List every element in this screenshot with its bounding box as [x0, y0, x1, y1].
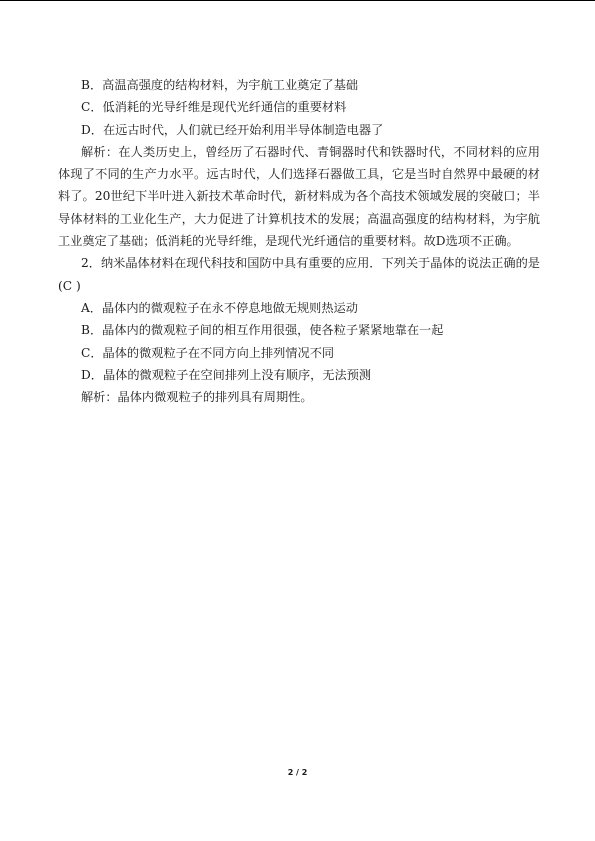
q2-option-b: B．晶体内的微观粒子间的相互作用很强，使各粒子紧紧地靠在一起: [81, 323, 444, 338]
document-body: [58, 74, 540, 408]
q2-option-a: A．晶体内的微观粒子在永不停息地做无规则热运动: [81, 300, 358, 315]
page-number: 2 / 2: [287, 768, 308, 777]
header-rule: [0, 0, 595, 1]
q2-option-c: C．晶体的微观粒子在不同方向上排列情况不同: [81, 345, 335, 360]
q2-option-d: D．晶体的微观粒子在空间排列上没有顺序，无法预测: [81, 367, 372, 382]
q1-option-b: B．高温高强度的结构材料，为宇航工业奠定了基础: [81, 78, 359, 92]
q1-option-d: D．在远古时代，人们就已经开始利用半导体制造电器了: [81, 122, 384, 137]
q2-stem: 2．纳米晶体材料在现代科技和国防中具有重要的应用．下列关于晶体的说法正确的是(C ): [58, 256, 540, 293]
q1-option-c: C．低消耗的光导纤维是现代光纤通信的重要材料: [81, 100, 347, 115]
q2-analysis: 解析：晶体内微观粒子的排列具有周期性。: [81, 390, 313, 405]
q1-analysis: 解析：在人类历史上，曾经历了石器时代、青铜器时代和铁器时代，不同材料的应用体现了不同的生产力水平。远古时代，人们选择石器做工具，它是当时自然界中最硬的材料了。20世纪下半叶进入新技术革命时代，新材料成为各个高技术领域发展的突破口；半导体材料的工业化生产，大力促进了计算机技术的发展；高温高强度的结构材料，为宇航工业奠定了基础；低消耗的光导纤维，是现代光纤通信的重要材料。故D选项不正确。: [58, 144, 540, 249]
